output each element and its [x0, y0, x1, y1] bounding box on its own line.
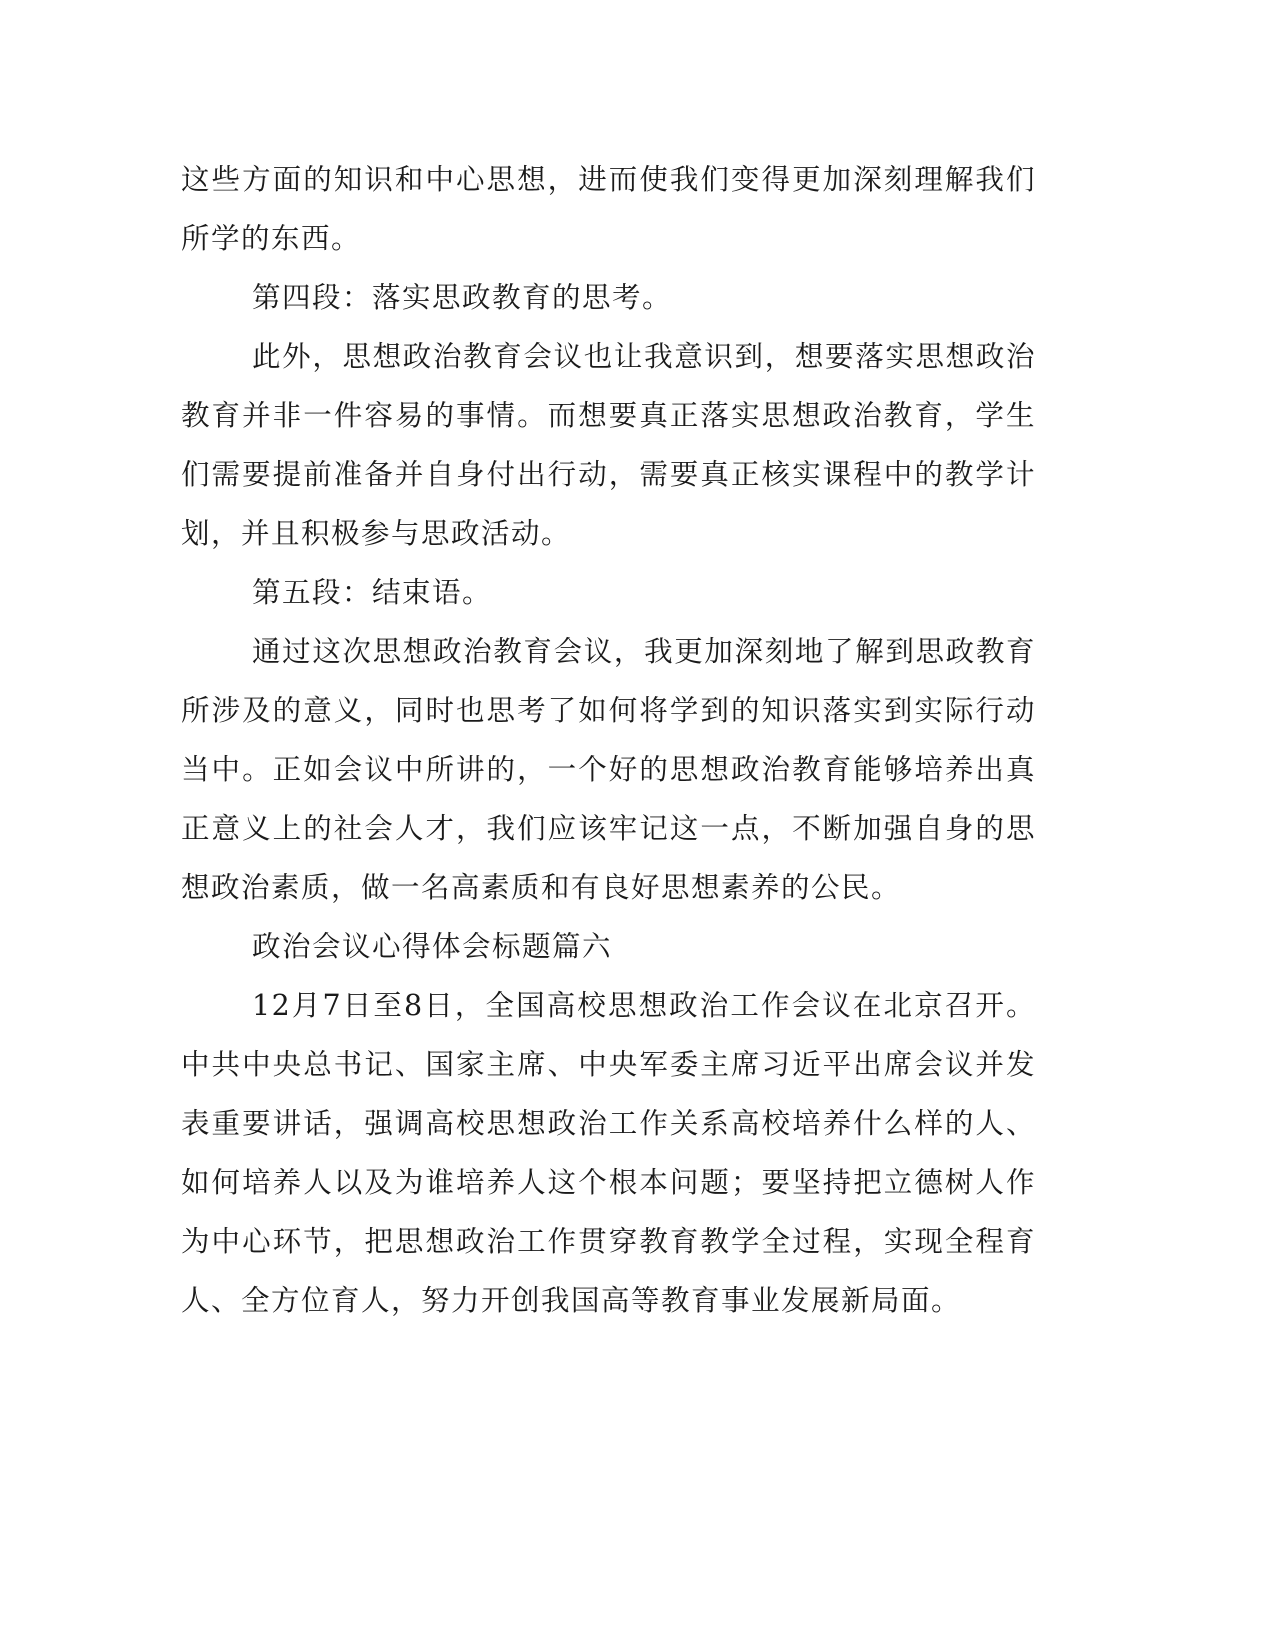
paragraph-continuation: 这些方面的知识和中心思想，进而使我们变得更加深刻理解我们所学的东西。	[181, 163, 1036, 255]
article-title-6: 政治会议心得体会标题篇六	[252, 930, 613, 963]
body-text	[181, 150, 1036, 1330]
section-heading-5: 第五段：结束语。	[252, 576, 493, 609]
paragraph-conclusion: 通过这次思想政治教育会议，我更加深刻地了解到思政教育所涉及的意义，同时也思考了如何将学到的知识落实到实际行动当中。正如会议中所讲的，一个好的思想政治教育能够培养出真正意义上的社会人才，我们应该牢记这一点，不断加强自身的思想政治素质，做一名高素质和有良好思想素养的公民。	[181, 635, 1036, 904]
paragraph-conference: 12月7日至8日，全国高校思想政治工作会议在北京召开。中共中央总书记、国家主席、中央军委主席习近平出席会议并发表重要讲话，强调高校思想政治工作关系高校培养什么样的人、如何培养人以及为谁培养人这个根本问题；要坚持把立德树人作为中心环节，把思想政治工作贯穿教育教学全过程，实现全程育人、全方位育人，努力开创我国高等教育事业发展新局面。	[181, 989, 1036, 1317]
paragraph-reflection: 此外，思想政治教育会议也让我意识到，想要落实思想政治教育并非一件容易的事情。而想要真正落实思想政治教育，学生们需要提前准备并自身付出行动，需要真正核实课程中的教学计划，并且积极参与思政活动。	[181, 340, 1036, 550]
section-heading-4: 第四段：落实思政教育的思考。	[252, 281, 673, 314]
